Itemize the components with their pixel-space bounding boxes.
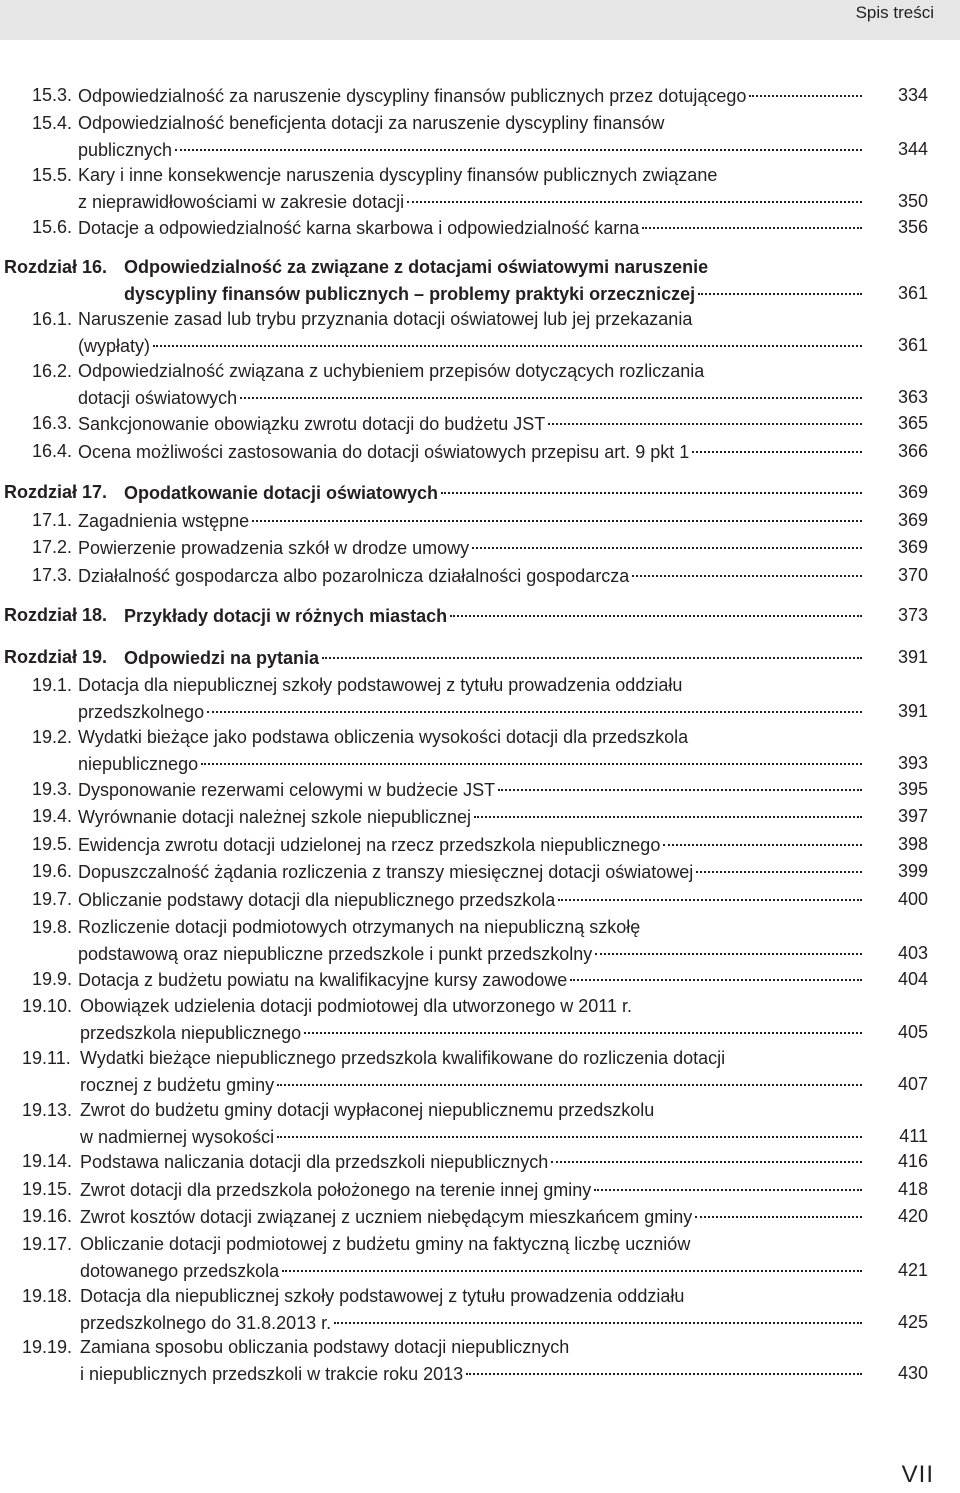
page-number: VII [901,1461,934,1488]
toc-entry-title-text: Dotacja dla niepublicznej szkoły podstawowej z tytułu prowadzenia oddziału [78,675,683,695]
toc-entry-title-text: niepublicznego [78,753,199,774]
dot-leader [551,1143,862,1163]
toc-entry-title-line [124,644,862,670]
dot-leader [570,961,862,981]
dot-leader [441,474,862,494]
toc-entry-page: 361 [897,282,928,303]
toc-entry[interactable] [0,358,960,409]
toc-entry[interactable] [0,438,960,464]
toc-entry-page: 370 [897,565,928,585]
running-header-title: Spis treści [855,3,934,22]
toc-entry-title-line [78,886,862,912]
toc-entry-number: 19.15. [22,1179,73,1199]
dot-leader [498,771,862,791]
toc-entry[interactable] [0,534,960,560]
dot-leader [240,379,862,399]
toc-entry[interactable] [0,1283,960,1334]
toc-entry[interactable] [0,966,960,992]
toc-entry[interactable] [0,672,960,723]
toc-entry-page: 398 [897,834,928,854]
dot-leader [632,557,862,577]
toc-entry-title-line [78,914,640,940]
toc-entry-title-line [78,438,862,464]
toc-entry-title-text: Zamiana sposobu obliczania podstawy dotacji niepublicznych [80,1337,570,1357]
toc-entry-page: 369 [897,537,928,557]
dot-leader [304,1014,862,1034]
toc-entry-title-text: Przykłady dotacji w różnych miastach [124,606,448,626]
toc-entry[interactable] [0,562,960,588]
toc-entry-number: 17.2. [32,537,73,557]
toc-entry-title-text: Obliczanie dotacji podmiotowej z budżetu gminy na faktyczną liczbę uczniów [80,1234,691,1254]
toc-entry-title-text: rocznej z budżetu gminy [80,1074,275,1095]
dot-leader [474,798,862,818]
toc-entry-title-text: Ocena możliwości zastosowania do dotacji oświatowych przepisu art. 9 pkt 1 [78,442,690,462]
toc-entry-page: 334 [897,85,928,105]
dot-leader [749,77,862,97]
toc-entry-page: 369 [897,510,928,530]
toc-entry-title-text: dotowanego przedszkola [80,1260,280,1281]
dot-leader [663,826,862,846]
toc-entry-title-text: Dotacja dla niepublicznej szkoły podstawowej z tytułu prowadzenia oddziału [80,1286,685,1306]
toc-entry-page: 366 [897,441,928,461]
dot-leader [642,209,862,229]
toc-entry-page: 397 [897,806,928,826]
toc-entry-title-line [80,1019,862,1045]
toc-entry-title-text: i niepublicznych przedszkoli w trakcie roku 2013 [80,1363,464,1384]
toc-entry-title-text: Opodatkowanie dotacji oświatowych [124,483,439,503]
toc-entry-title-text: przedszkolnego do 31.8.2013 r. [80,1312,332,1333]
dot-leader [282,1252,862,1272]
dot-leader [334,1304,862,1324]
toc-entry-title-line [78,966,862,992]
toc-entry[interactable] [0,886,960,912]
toc-entry-title-text: Wyrównanie dotacji należnej szkole niepublicznej [78,807,472,827]
toc-entry-page: 363 [897,386,928,407]
toc-entry-number: 16.3. [32,413,73,433]
toc-entry-page: 365 [897,413,928,433]
dot-leader [201,745,862,765]
toc-entry-number: Rozdział 19. [4,647,108,667]
dot-leader [252,502,862,522]
toc-entry[interactable] [0,110,960,161]
toc-entry-title-text: dyscypliny finansów publicznych – problemy praktyki orzeczniczej [124,283,696,304]
toc-entry-title-text: Zwrot dotacji dla przedszkola położonego na terenie innej gminy [80,1180,592,1200]
toc-entry-title-line [80,1071,862,1097]
toc-entry-title-text: Odpowiedzi na pytania [124,648,320,668]
toc-entry-title-text: Dotacje a odpowiedzialność karna skarbowa i odpowiedzialność karna [78,218,640,238]
toc-entry-title-text: Dysponowanie rezerwami celowymi w budżecie JST [78,780,496,800]
toc-entry-title-text: publicznych [78,139,173,160]
toc-entry-page: 344 [897,138,928,159]
dot-leader [472,529,862,549]
toc-chapter-entry[interactable] [0,644,960,670]
toc-entry-number: Rozdział 16. [4,257,108,277]
toc-entry-title-line [124,280,862,306]
toc-entry-number: 15.4. [32,113,73,133]
toc-entry[interactable] [0,1045,960,1096]
toc-entry-title-text: Podstawa naliczania dotacji dla przedszkoli niepublicznych [80,1152,549,1172]
toc-entry-title-text: Sankcjonowanie obowiązku zwrotu dotacji do budżetu JST [78,414,546,434]
toc-entry-title-text: w nadmiernej wysokości [80,1126,275,1147]
toc-entry[interactable] [0,82,960,108]
toc-entry-number: 19.4. [32,806,73,826]
toc-entry-number: 19.14. [22,1151,73,1171]
toc-entry-title-text: z nieprawidłowościami w zakresie dotacji [78,191,405,212]
toc-entry-title-text: Naruszenie zasad lub trybu przyznania dotacji oświatowej lub jej przekazania [78,309,693,329]
toc-entry-title-text: dotacji oświatowych [78,387,238,408]
toc-entry-page: 421 [897,1259,928,1280]
toc-chapter-entry[interactable] [0,479,960,505]
toc-entry[interactable] [0,1097,960,1148]
toc-entry[interactable] [0,993,960,1044]
toc-entry-title-line [80,1360,862,1386]
toc-entry-title-line [78,214,862,240]
dot-leader [450,597,862,617]
toc-entry-title-text: Dotacja z budżetu powiatu na kwalifikacyjne kursy zawodowe [78,970,568,990]
toc-entry-title-text: Odpowiedzialność beneficjenta dotacji za naruszenie dyscypliny finansów [78,113,665,133]
toc-entry-page: 391 [897,647,928,667]
dot-leader [698,275,862,295]
toc-entry[interactable] [0,410,960,436]
toc-entry-page: 399 [897,861,928,881]
toc-entry-title-line [78,332,862,358]
toc-entry-number: 15.6. [32,217,73,237]
toc-entry-page: 411 [899,1125,928,1146]
toc-entry-page: 418 [897,1179,928,1199]
toc-entry[interactable] [0,306,960,357]
toc-entry-number: 19.9. [32,969,73,989]
dot-leader [277,1118,862,1138]
toc-entry-number: 19.8. [32,917,73,937]
toc-entry-title-text: Wydatki bieżące jako podstawa obliczenia wysokości dotacji dla przedszkola [78,727,689,747]
toc-entry[interactable] [0,803,960,829]
dot-leader [322,639,862,659]
dot-leader [466,1355,862,1375]
toc-entry-title-text: przedszkolnego [78,701,205,722]
toc-entry-number: 19.13. [22,1100,73,1120]
toc-entry-title-line [78,698,862,724]
toc-entry-number: 19.5. [32,834,73,854]
toc-entry-title-line [124,602,862,628]
toc-entry-page: 407 [897,1073,928,1094]
toc-entry[interactable] [0,858,960,884]
dot-leader [595,935,862,955]
toc-entry-title-text: Rozliczenie dotacji podmiotowych otrzymanych na niepubliczną szkołę [78,917,641,937]
toc-entry-title-text: Odpowiedzialność związana z uchybieniem przepisów dotyczących rozliczania [78,361,705,381]
toc-entry-page: 395 [897,779,928,799]
toc-entry-title-text: Działalność gospodarcza albo pozarolnicza działalności gospodarcza [78,566,630,586]
toc-entry[interactable] [0,914,960,965]
toc-entry-title-line [78,136,862,162]
toc-chapter-entry[interactable] [0,254,960,305]
toc-entry-page: 416 [897,1151,928,1171]
dot-leader [696,853,862,873]
toc-entry-title-text: (wypłaty) [78,335,151,356]
dot-leader [277,1066,862,1086]
toc-entry-title-text: Odpowiedzialność za związane z dotacjami oświatowymi naruszenie [124,257,709,277]
toc-entry-number: 19.1. [32,675,73,695]
dot-leader [207,693,862,713]
toc-entry-number: 19.18. [22,1286,73,1306]
toc-entry-page: 391 [897,700,928,721]
toc-entry-number: 15.5. [32,165,73,185]
toc-entry-title-line [80,1203,862,1229]
dot-leader [692,433,862,453]
toc-entry-number: 19.3. [32,779,73,799]
toc-entry-number: 19.17. [22,1234,73,1254]
toc-entry-number: 19.2. [32,727,73,747]
toc-entry-title-text: Obliczanie podstawy dotacji dla niepublicznego przedszkola [78,890,556,910]
toc-entry[interactable] [0,1334,960,1385]
toc-entry-number: 19.10. [22,996,73,1016]
toc-entry-number: 19.7. [32,889,73,909]
toc-entry-number: 19.11. [22,1048,71,1068]
toc-entry-page: 400 [897,889,928,909]
toc-entry-title-line [78,562,862,588]
toc-entry[interactable] [0,162,960,213]
toc-entry-page: 425 [897,1311,928,1332]
toc-entry-title-text: Zwrot kosztów dotacji związanej z uczniem niebędącym mieszkańcem gminy [80,1207,693,1227]
toc-entry-number: Rozdział 17. [4,482,108,502]
toc-entry-number: 17.1. [32,510,73,530]
toc-entry-page: 361 [897,334,928,355]
toc-entry-number: 19.16. [22,1206,73,1226]
toc-entry-page: 356 [897,217,928,237]
toc-entry-title-line [78,82,862,108]
toc-entry-page: 369 [897,482,928,502]
toc-entry-page: 420 [897,1206,928,1226]
toc-entry-title-text: Ewidencja zwrotu dotacji udzielonej na rzecz przedszkola niepublicznego [78,835,661,855]
toc-entry-title-text: Powierzenie prowadzenia szkół w drodze umowy [78,538,470,558]
toc-entry-title-text: Zagadnienia wstępne [78,511,250,531]
dot-leader [695,1198,862,1218]
toc-entry-page: 405 [897,1021,928,1042]
toc-entry-title-text: podstawową oraz niepubliczne przedszkole i punkt przedszkolny [78,943,593,964]
toc-entry-number: 19.19. [22,1337,73,1357]
toc-entry-number: 15.3. [32,85,73,105]
toc-entry-number: 16.2. [32,361,73,381]
toc-entry[interactable] [0,214,960,240]
dot-leader [175,131,862,151]
dot-leader [407,183,862,203]
toc-entry-title-text: Odpowiedzialność za naruszenie dyscypliny finansów publicznych przez dotującego [78,86,747,106]
toc-entry-number: 16.1. [32,309,73,329]
toc-entry-title-text: Dopuszczalność żądania rozliczenia z transzy miesięcznej dotacji oświatowej [78,862,694,882]
toc-entry-title-line [80,1257,862,1283]
toc-entry[interactable] [0,724,960,775]
dot-leader [594,1171,862,1191]
dot-leader [548,405,862,425]
toc-entry-page: 350 [897,190,928,211]
toc-entry-number: Rozdział 18. [4,605,108,625]
toc-entry-page: 430 [897,1362,928,1383]
toc-entry-title-text: Kary i inne konsekwencje naruszenia dyscypliny finansów publicznych związane [78,165,718,185]
toc-entry-page: 403 [897,942,928,963]
toc-entry[interactable] [0,1231,960,1282]
toc-entry-number: 16.4. [32,441,73,461]
toc-entry-title-text: Zwrot do budżetu gminy dotacji wypłaconej niepublicznemu przedszkolu [80,1100,655,1120]
toc-entry-page: 404 [897,969,928,989]
toc-entry-number: 19.6. [32,861,73,881]
toc-entry-page: 373 [897,605,928,625]
toc-chapter-entry[interactable] [0,602,960,628]
toc-entry-title-line [80,1309,862,1335]
toc-entry-title-text: przedszkola niepublicznego [80,1022,302,1043]
dot-leader [558,881,862,901]
toc-entry-number: 17.3. [32,565,73,585]
toc-entry-title-text: Obowiązek udzielenia dotacji podmiotowej dla utworzonego w 2011 r. [80,996,632,1016]
dot-leader [153,327,862,347]
toc-entry-title-text: Wydatki bieżące niepublicznego przedszkola kwalifikowane do rozliczenia dotacji [80,1048,726,1068]
toc-entry[interactable] [0,1148,960,1174]
toc-entry-title-line [124,254,708,280]
running-header-bar [0,0,960,40]
toc-entry[interactable] [0,1203,960,1229]
toc-entry-page: 393 [897,752,928,773]
